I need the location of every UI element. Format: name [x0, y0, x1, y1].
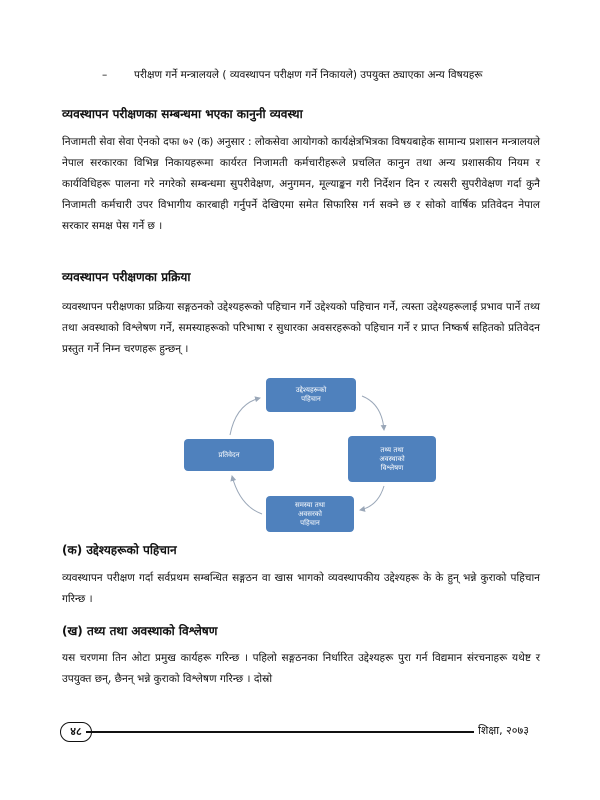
paragraph-process: व्यवस्थापन परीक्षणका प्रक्रिया सङ्गठनको उद्देश्यहरूको पहिचान गर्ने उद्देश्यको पहिचान गर्ने, त्यस्ता उद्देश्यहरूलाई प्रभाव पार्ने तथ्य तथा अवस्थाको विश्लेषण गर्ने, समस्याहरूको परिभाषा र सुधारका अवसरहरूको पहिचान गर्ने र प्राप्त निष्कर्ष सहितको प्रतिवेदन प्रस्तुत गर्ने निम्न चरणहरू हुन्छन् । [62, 301, 540, 355]
step-label-line: विश्लेषण [380, 463, 404, 472]
arrow-left-to-top [230, 398, 260, 435]
step-label-line: पहिचान [300, 518, 320, 527]
step-report [184, 439, 274, 471]
paragraph-legal-provisions: निजामती सेवा सेवा ऐनको दफा ७२ (क) अनुसार : लोकसेवा आयोगको कार्यक्षेत्रभित्रका विषयबाहेक सामान्य प्रशासन मन्त्रालयले नेपाल सरकारका विभिन्न निकायहरूमा कार्यरत निजामती कर्मचारीहरूले प्रचलित कानुन तथा अन्य प्रशासकीय नियम र कार्यविधिहरू पालना गरे नगरेको सम्बन्धमा सुपरीवेक्षण, अनुगमन, मूल्याङ्कन गरी निर्देशन दिन र त्यसरी सुपरीवेक्षण गर्दा कुनै निजामती कर्मचारी उपर विभागीय कारबाही गर्नुपर्ने देखिएमा समेत सिफारिस गर्न सक्ने छ र सोको वार्षिक प्रतिवेदन नेपाल सरकार समक्ष पेस गर्ने छ । [62, 136, 540, 232]
step-label-line: प्रतिवेदन [218, 450, 240, 459]
step-label-line: अवसरको [297, 509, 322, 518]
step-label-line: तथ्य तथा [380, 445, 404, 454]
paragraph-objectives: व्यवस्थापन परीक्षण गर्दा सर्वप्रथम सम्बन्धित सङ्गठन वा खास भागको व्यवस्थापकीय उद्देश्यहरू के के हुन् भन्ने कुराको पहिचान गरिन्छ । [62, 572, 540, 605]
step-label-line: समस्या तथा [294, 500, 325, 509]
process-cycle-diagram [170, 378, 440, 533]
step-objective-identification [266, 378, 356, 412]
step-label-line: अवस्थाको [379, 454, 405, 463]
step-fact-analysis [348, 436, 436, 482]
bullet-item [104, 64, 554, 86]
section-heading-process: व्यवस्थापन परीक्षणका प्रक्रिया [62, 270, 191, 284]
arrow-bottom-to-left [232, 476, 262, 514]
step-label-line: उद्देश्यहरूको [295, 386, 327, 394]
arrow-right-to-bottom [360, 486, 384, 510]
paragraph-analysis: यस चरणमा तिन ओटा प्रमुख कार्यहरू गरिन्छ । पहिलो सङ्गठनका निर्धारित उद्देश्यहरू पुरा गर्न विद्यमान संरचनाहरू यथेष्ट र उपयुक्त छन्, छैनन् भन्ने कुराको विश्लेषण गरिन्छ । दोस्रो [62, 652, 540, 685]
bullet-text: परीक्षण गर्ने मन्त्रालयले ( व्यवस्थापन परीक्षण गर्ने निकायले) उपयुक्त ठ्याएका अन्य विषयहरू [134, 69, 483, 81]
page-number: ४८ [60, 722, 92, 742]
section-heading-objectives: (क) उद्देश्यहरूको पहिचान [62, 543, 177, 557]
step-problem-identification [266, 496, 354, 532]
arrow-top-to-right [362, 396, 384, 430]
step-label-line: पहिचान [301, 395, 321, 403]
journal-title: शिक्षा, २०७३ [478, 724, 529, 737]
section-heading-analysis: (ख) तथ्य तथा अवस्थाको विश्लेषण [62, 624, 218, 638]
footer-rule [86, 731, 474, 733]
bullet-dash: – [102, 69, 108, 81]
section-heading-legal-provisions: व्यवस्थापन परीक्षणका सम्बन्धमा भएका कानुनी व्यवस्था [62, 107, 303, 121]
